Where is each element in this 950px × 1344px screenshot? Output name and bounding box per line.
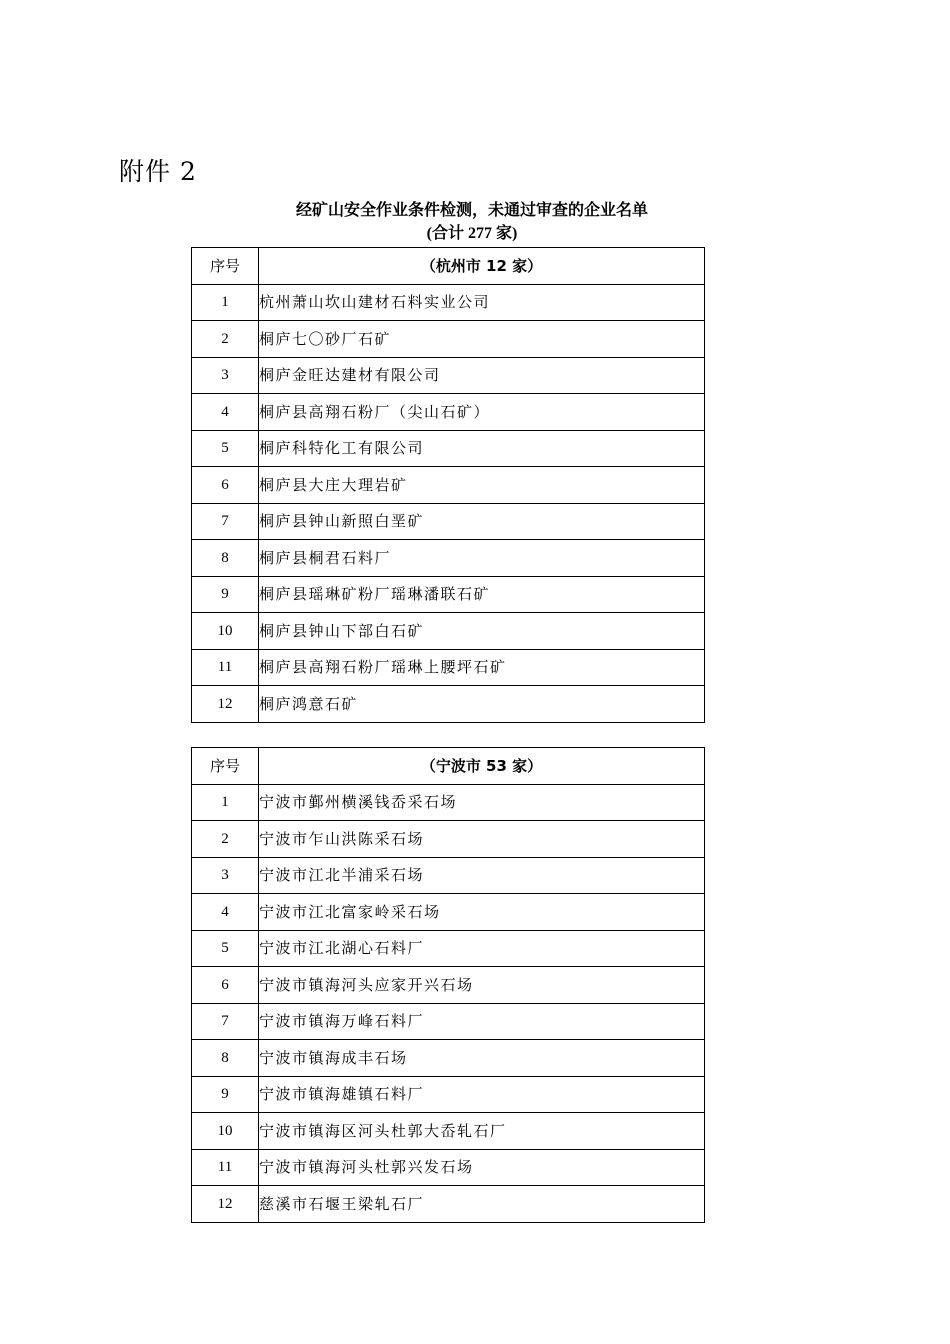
row-serial-number: 7 — [192, 1003, 259, 1040]
table-row — [192, 967, 705, 1004]
row-serial-number: 8 — [192, 540, 259, 577]
row-serial-number: 1 — [192, 284, 259, 321]
row-enterprise-name: 宁波市镇海河头杜郭兴发石场 — [259, 1149, 705, 1186]
table-row — [192, 649, 705, 686]
table-row — [192, 321, 705, 358]
table-row — [192, 613, 705, 650]
table-row — [192, 284, 705, 321]
row-enterprise-name: 桐庐县高翔石粉厂（尖山石矿） — [259, 394, 705, 431]
table-row — [192, 576, 705, 613]
table-row — [192, 503, 705, 540]
row-serial-number: 2 — [192, 821, 259, 858]
table-row — [192, 1040, 705, 1077]
row-enterprise-name: 宁波市江北半浦采石场 — [259, 857, 705, 894]
row-serial-number: 7 — [192, 503, 259, 540]
table-row — [192, 1149, 705, 1186]
row-enterprise-name: 桐庐县高翔石粉厂瑶琳上腰坪石矿 — [259, 649, 705, 686]
row-enterprise-name: 宁波市镇海成丰石场 — [259, 1040, 705, 1077]
table-row — [192, 430, 705, 467]
table-row — [192, 1113, 705, 1150]
row-enterprise-name: 宁波市镇海雄镇石料厂 — [259, 1076, 705, 1113]
document-title: 经矿山安全作业条件检测，未通过审查的企业名单 — [295, 200, 648, 219]
row-enterprise-name: 桐庐县钟山新照白垩矿 — [259, 503, 705, 540]
table-row — [192, 784, 705, 821]
row-serial-number: 11 — [192, 1149, 259, 1186]
table-row — [192, 1076, 705, 1113]
row-enterprise-name: 桐庐金旺达建材有限公司 — [259, 357, 705, 394]
row-serial-number: 11 — [192, 649, 259, 686]
header-serial-number: 序号 — [192, 748, 259, 785]
row-enterprise-name: 桐庐县瑶琳矿粉厂瑶琳潘联石矿 — [259, 576, 705, 613]
row-serial-number: 9 — [192, 1076, 259, 1113]
row-serial-number: 8 — [192, 1040, 259, 1077]
document-total: (合计 277 家) — [426, 225, 518, 242]
row-enterprise-name: 桐庐县大庄大理岩矿 — [259, 467, 705, 504]
attachment-label: 附件 2 — [119, 157, 197, 186]
table-row — [192, 540, 705, 577]
row-serial-number: 6 — [192, 967, 259, 1004]
row-enterprise-name: 桐庐鸿意石矿 — [259, 686, 705, 723]
header-serial-number: 序号 — [192, 248, 259, 285]
row-enterprise-name: 慈溪市石堰王梁轧石厂 — [259, 1186, 705, 1223]
row-enterprise-name: 杭州萧山坎山建材石料实业公司 — [259, 284, 705, 321]
row-serial-number: 10 — [192, 1113, 259, 1150]
table-header-row — [192, 248, 705, 285]
table-row — [192, 686, 705, 723]
row-serial-number: 3 — [192, 857, 259, 894]
row-enterprise-name: 宁波市乍山洪陈采石场 — [259, 821, 705, 858]
table-row — [192, 857, 705, 894]
row-enterprise-name: 宁波市鄞州横溪钱岙采石场 — [259, 784, 705, 821]
header-city-title: （杭州市 12 家） — [259, 248, 705, 285]
row-enterprise-name: 宁波市镇海万峰石料厂 — [259, 1003, 705, 1040]
row-enterprise-name: 桐庐县桐君石料厂 — [259, 540, 705, 577]
header-city-title: （宁波市 53 家） — [259, 748, 705, 785]
row-serial-number: 1 — [192, 784, 259, 821]
table-row — [192, 394, 705, 431]
row-serial-number: 12 — [192, 1186, 259, 1223]
row-enterprise-name: 桐庐科特化工有限公司 — [259, 430, 705, 467]
table-header-row — [192, 748, 705, 785]
table-row — [192, 894, 705, 931]
table-row — [192, 1003, 705, 1040]
table-row — [192, 821, 705, 858]
row-enterprise-name: 桐庐县钟山下部白石矿 — [259, 613, 705, 650]
row-serial-number: 12 — [192, 686, 259, 723]
enterprise-table-hangzhou — [191, 247, 705, 723]
table-row — [192, 357, 705, 394]
row-serial-number: 5 — [192, 430, 259, 467]
table-row — [192, 1186, 705, 1223]
table-row — [192, 930, 705, 967]
enterprise-table-ningbo — [191, 747, 705, 1223]
row-enterprise-name: 桐庐七〇砂厂石矿 — [259, 321, 705, 358]
row-serial-number: 3 — [192, 357, 259, 394]
row-serial-number: 4 — [192, 394, 259, 431]
row-serial-number: 5 — [192, 930, 259, 967]
row-enterprise-name: 宁波市镇海河头应家开兴石场 — [259, 967, 705, 1004]
row-serial-number: 9 — [192, 576, 259, 613]
row-serial-number: 2 — [192, 321, 259, 358]
row-enterprise-name: 宁波市江北湖心石料厂 — [259, 930, 705, 967]
row-enterprise-name: 宁波市江北富家岭采石场 — [259, 894, 705, 931]
row-serial-number: 4 — [192, 894, 259, 931]
row-serial-number: 6 — [192, 467, 259, 504]
row-serial-number: 10 — [192, 613, 259, 650]
table-row — [192, 467, 705, 504]
row-enterprise-name: 宁波市镇海区河头杜郭大岙轧石厂 — [259, 1113, 705, 1150]
